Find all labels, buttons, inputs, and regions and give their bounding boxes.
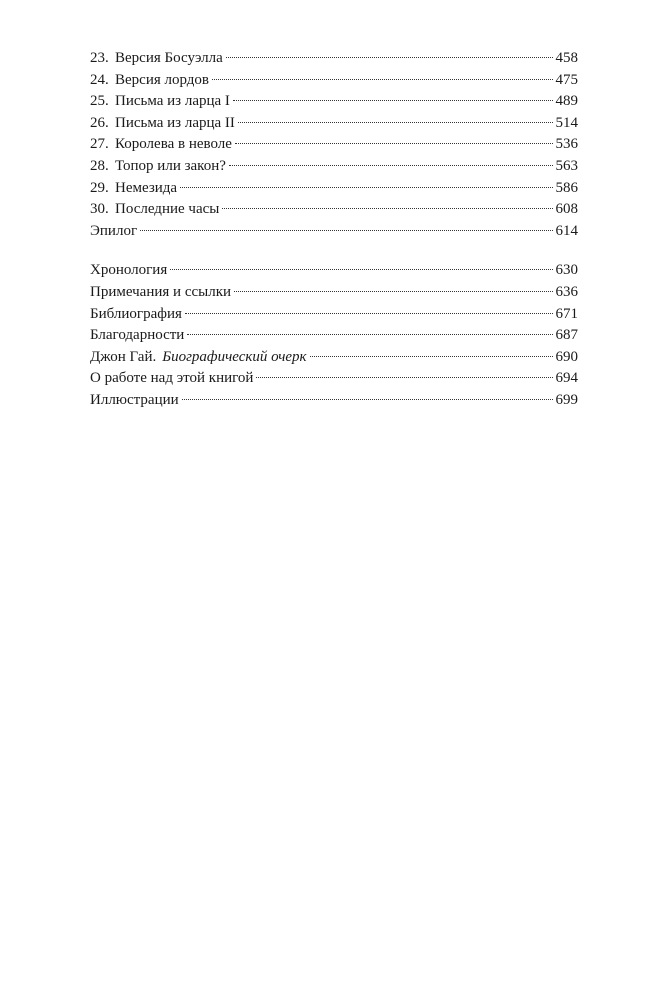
page-number: 687 (555, 327, 578, 344)
dot-leader (234, 291, 552, 292)
page-number: 608 (555, 201, 578, 218)
section-title: Джон Гай. (90, 348, 157, 365)
section-title: Иллюстрации (90, 391, 179, 408)
chapter-title: Немезида (115, 179, 178, 196)
section-title: Библиография (90, 305, 182, 322)
dot-leader (180, 187, 552, 188)
dot-leader (229, 165, 553, 166)
toc-entry-epilogue[interactable] (90, 221, 578, 243)
toc-entry-chapter-29[interactable] (90, 178, 578, 200)
toc-entry-chapter-30[interactable] (90, 199, 578, 221)
toc-entry-chapter-24[interactable] (90, 70, 578, 92)
epilogue-title: Эпилог (90, 222, 138, 239)
page-number: 690 (555, 348, 578, 365)
toc-entry-chapter-28[interactable] (90, 156, 578, 178)
dot-leader (185, 313, 553, 314)
table-of-contents (90, 48, 578, 412)
toc-entry-biographical-sketch[interactable] (90, 347, 578, 369)
chapter-number: 28. (90, 157, 109, 174)
page-number: 458 (555, 50, 578, 66)
section-title: Благодарности (90, 327, 185, 344)
chapters-group (90, 48, 578, 242)
chapter-title: Последние часы (115, 201, 220, 218)
section-title: Хронология (90, 262, 168, 279)
chapter-number: 25. (90, 93, 109, 110)
toc-entry-bibliography[interactable] (90, 304, 578, 326)
section-subtitle: Биографический очерк (162, 348, 307, 365)
page-number: 536 (555, 136, 578, 153)
page-number: 489 (555, 93, 578, 110)
chapter-number: 29. (90, 179, 109, 196)
dot-leader (222, 208, 552, 209)
dot-leader (212, 79, 553, 80)
dot-leader (182, 399, 553, 400)
chapter-number: 26. (90, 114, 109, 131)
page-number: 614 (555, 222, 578, 239)
page-number: 694 (555, 370, 578, 387)
chapter-number: 27. (90, 136, 109, 153)
dot-leader (226, 57, 553, 58)
page-number: 636 (555, 283, 578, 300)
dot-leader (238, 122, 553, 123)
dot-leader (235, 143, 553, 144)
page-number: 475 (555, 71, 578, 88)
dot-leader (233, 100, 553, 101)
page-number: 586 (555, 179, 578, 196)
toc-entry-chapter-26[interactable] (90, 113, 578, 135)
page-number: 671 (555, 305, 578, 322)
chapter-title: Письма из ларца I (115, 93, 230, 110)
page-number: 630 (555, 262, 578, 279)
back-matter-group (90, 260, 578, 411)
chapter-number: 30. (90, 201, 109, 218)
toc-entry-acknowledgements[interactable] (90, 325, 578, 347)
dot-leader (170, 269, 552, 270)
toc-entry-chapter-25[interactable] (90, 91, 578, 113)
page-number: 699 (555, 391, 578, 408)
chapter-title: Королева в неволе (115, 136, 232, 153)
dot-leader (140, 230, 552, 231)
toc-entry-chronology[interactable] (90, 260, 578, 282)
chapter-title: Топор или закон? (115, 157, 226, 174)
toc-entry-illustrations[interactable] (90, 390, 578, 412)
dot-leader (256, 377, 552, 378)
toc-entry-chapter-27[interactable] (90, 134, 578, 156)
chapter-number: 24. (90, 71, 109, 88)
dot-leader (187, 334, 552, 335)
section-title: О работе над этой книгой (90, 370, 254, 387)
dot-leader (310, 356, 553, 357)
chapter-title: Версия лордов (115, 71, 209, 88)
chapter-title: Версия Босуэлла (115, 50, 223, 66)
chapter-title: Письма из ларца II (115, 114, 235, 131)
page-number: 563 (555, 157, 578, 174)
section-title: Примечания и ссылки (90, 283, 232, 300)
toc-entry-notes[interactable] (90, 282, 578, 304)
toc-entry-chapter-23[interactable] (90, 48, 578, 70)
page-number: 514 (555, 114, 578, 131)
toc-entry-about-book[interactable] (90, 368, 578, 390)
chapter-number: 23. (90, 50, 109, 66)
